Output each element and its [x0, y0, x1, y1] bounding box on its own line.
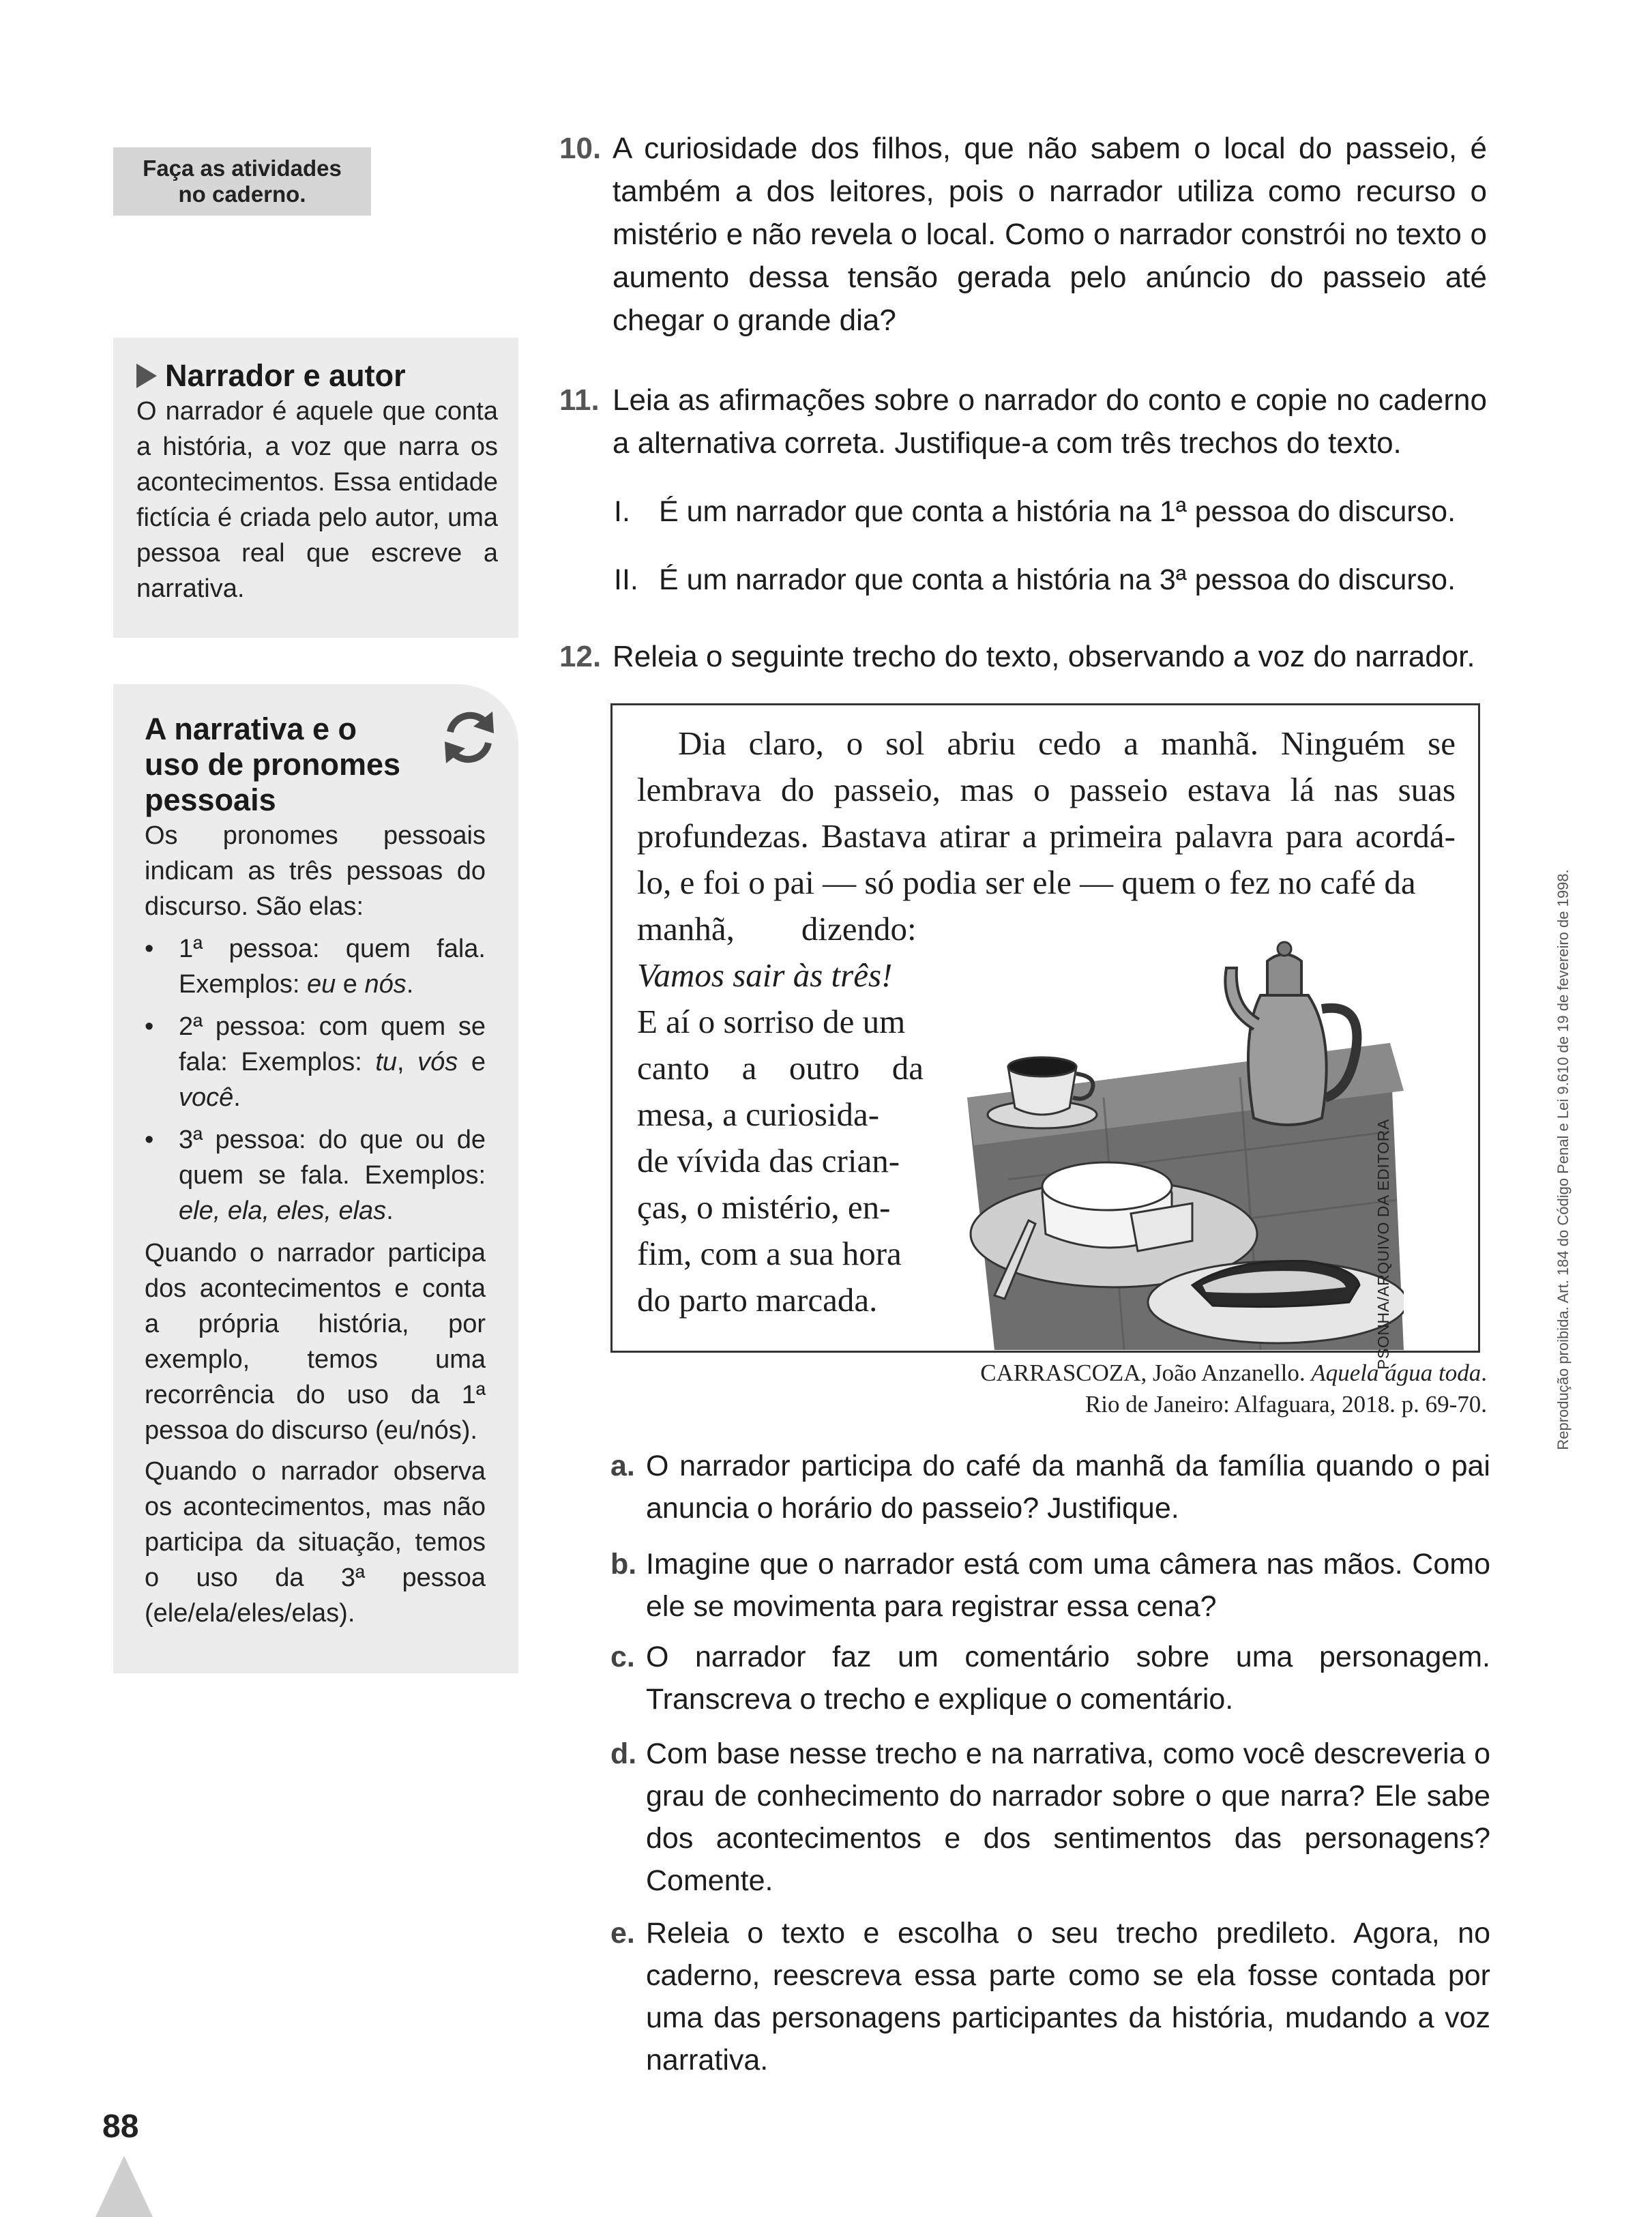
activities-badge	[113, 147, 371, 216]
excerpt-line: manhã, dizendo:	[637, 910, 917, 948]
subquestion-b: b. Imagine que o narrador está com uma câmera nas mãos. Como ele se movimenta para registrar essa cena?	[610, 1548, 1490, 1623]
refresh-cycle-icon	[435, 703, 503, 772]
excerpt-top-text: Dia claro, o sol abriu cedo a manhã. Ninguém se lembrava do passeio, mas o passeio estava lá nas suas profundezas. Bastava atirar a primeira palavra para acordá-lo, e foi o pai — só podia ser ele — quem o fez no café da	[637, 724, 1456, 901]
question-11	[559, 379, 1487, 465]
excerpt-line: mesa, a curiosida-	[637, 1096, 880, 1133]
question-number: 10.	[559, 132, 602, 165]
pronomes-intro: Os pronomes pessoais indicam as três pessoas do discurso. São elas:	[145, 821, 486, 921]
question-text: Releia o seguinte trecho do texto, observando a voz do narrador.	[613, 640, 1475, 673]
subquestion-e: e. Releia o texto e escolha o seu trecho predileto. Agora, no caderno, reescreva essa parte como se ela fosse contada por uma das personagens participantes da história, mudando a voz narrativa.	[610, 1917, 1490, 2076]
subquestion-a: a. O narrador participa do café da manhã da família quando o pai anuncia o horário do passeio? Justifique.	[610, 1450, 1490, 1525]
question-text: A curiosidade dos filhos, que não sabem o local do passeio, é também a dos leitores, pois o narrador utiliza como recurso o mistério e não revela o local. Como o narrador constrói no texto o aumento dessa tensão gerada pelo anúncio do passeio até chegar o grande dia?	[613, 132, 1487, 337]
narrador-autor-box	[113, 338, 518, 638]
question-text: Leia as afirmações sobre o narrador do conto e copie no caderno a alternativa correta. Justifique-a com três trechos do texto.	[613, 383, 1487, 460]
list-item: • 3ª pessoa: do que ou de quem se fala. Exemplos: ele, ela, eles, elas.	[145, 1126, 486, 1225]
corner-triangle-icon	[95, 2156, 153, 2217]
excerpt-line: de vívida das crian-	[637, 1142, 900, 1179]
narrador-autor-text: O narrador é aquele que conta a história, a voz que narra os acontecimentos. Essa entidade fictícia é criada pelo autor, uma pessoa real que escreve a narrativa.	[136, 397, 498, 603]
question-number: 11.	[559, 383, 600, 417]
list-item: • 1ª pessoa: quem fala. Exemplos: eu e nós.	[145, 935, 486, 999]
pronomes-list	[145, 931, 486, 1229]
subquestion-d: d. Com base nesse trecho e na narrativa, como você descreveria o grau de conhecimento do narrador sobre o que narra? Ele sabe dos acontecimentos e dos sentimentos das personagens? Comente.	[610, 1737, 1490, 1897]
citation	[805, 1357, 1487, 1420]
excerpt-line: ças, o mistério, en-	[637, 1188, 891, 1226]
question-number: 12.	[559, 640, 602, 673]
excerpt-box	[610, 703, 1480, 1370]
badge-line-2: no caderno.	[178, 181, 306, 207]
pronomes-title: A narrativa e o uso de pronomes pessoais	[145, 711, 401, 817]
excerpt-line: fim, com a sua hora	[637, 1235, 902, 1272]
option-1: I. É um narrador que conta a história na 1ª pessoa do discurso.	[614, 495, 1456, 528]
citation-line-2: Rio de Janeiro: Alfaguara, 2018. p. 69-70.	[1085, 1391, 1487, 1418]
pronomes-box	[113, 684, 518, 1673]
citation-line-1: CARRASCOZA, João Anzanello. Aquela água toda.	[980, 1360, 1487, 1386]
badge-line-1: Faça as atividades	[143, 156, 342, 181]
legal-note: Reprodução proibida. Art. 184 do Código Penal e Lei 9.610 de 19 de fevereiro de 1998.	[1554, 869, 1572, 1450]
excerpt-line: canto a outro da	[637, 1049, 924, 1087]
page-number: 88	[102, 2109, 139, 2145]
subquestion-c: c. O narrador faz um comentário sobre uma personagem. Transcreva o trecho e explique o comentário.	[610, 1641, 1490, 1716]
narrador-autor-title: Narrador e autor	[136, 358, 498, 394]
image-credit: PSONHA/ARQUIVO DA EDITORA	[1374, 1119, 1392, 1370]
list-item: • 2ª pessoa: com quem se fala: Exemplos: tu, vós e você.	[145, 1012, 486, 1112]
breakfast-illustration	[967, 893, 1404, 1370]
excerpt-line: E aí o sorriso de um	[637, 1003, 906, 1040]
question-12	[559, 635, 1487, 678]
triangle-arrow-icon	[136, 364, 157, 388]
pronomes-para-2: Quando o narrador observa os acontecimentos, mas não participa da situação, temos o uso da 3ª pessoa (ele/ela/eles/elas).	[145, 1457, 486, 1628]
option-2: II. É um narrador que conta a história na 3ª pessoa do discurso.	[614, 563, 1456, 596]
excerpt-line: do parto marcada.	[637, 1281, 878, 1319]
pronomes-para-1: Quando o narrador participa dos acontecimentos e conta a própria história, por exemplo, temos uma recorrência do uso da 1ª pessoa do discurso (eu/nós).	[145, 1239, 486, 1445]
question-10	[559, 127, 1487, 342]
excerpt-line: Vamos sair às três!	[637, 956, 893, 994]
